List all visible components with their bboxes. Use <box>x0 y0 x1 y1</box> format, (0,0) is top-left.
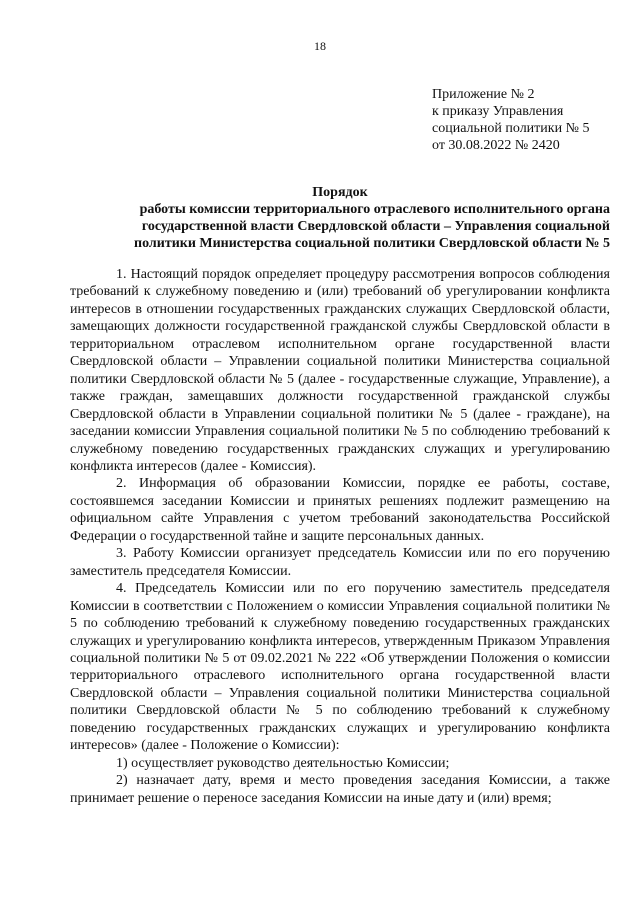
title-line: работы комиссии территориального отраслевого исполнительного органа <box>139 202 610 217</box>
title-line: политики Министерства социальной политики Свердловской области № 5 <box>134 236 610 251</box>
title-line: государственной власти Свердловской области – Управления социальной <box>141 219 610 234</box>
paragraph: 2. Информация об образовании Комиссии, порядке ее работы, составе, состоявшемся заседании Комиссии и принятых решениях подлежит размещению на официальном сайте Управления с учетом требований законодательства Российской Федерации о государственной тайне и защите персональных данных. <box>70 476 610 544</box>
paragraph: 3. Работу Комиссии организует председатель Комиссии или по его поручению заместитель председателя Комиссии. <box>70 546 610 579</box>
paragraph: 1. Настоящий порядок определяет процедуру рассмотрения вопросов соблюдения требований к служебному поведению и (или) требований об урегулировании конфликта интересов в отношении государственных гражданских служащих Свердловской области, замещающих должности государственной гражданской службы Свердловской области в территориальном отраслевом исполнительном органе государственной власти Свердловской области – Управлении социальной политики Министерства социальной политики Свердловской области № 5 (далее - государственные служащие, Управление), а также граждан, замещавших должности государственной гражданской службы Свердловской области в Управлении социальной политики № 5 (далее - граждане), на заседании комиссии Управления социальной политики № 5 по соблюдению требований к служебному поведению государственных гражданских служащих и урегулированию конфликта интересов (далее - Комиссия). <box>70 267 610 474</box>
paragraph: 2) назначает дату, время и место проведения заседания Комиссии, а также принимает решение о переносе заседания Комиссии на иные дату и (или) время; <box>70 773 610 806</box>
paragraph: 1) осуществляет руководство деятельностью Комиссии; <box>116 755 450 771</box>
appendix-line: к приказу Управления <box>432 104 564 119</box>
title-heading: Порядок <box>312 185 368 200</box>
appendix-line: Приложение № 2 <box>432 87 535 102</box>
appendix-header <box>432 86 632 154</box>
paragraph: 4. Председатель Комиссии или по его поручению заместитель председателя Комиссии в соответствии с Положением о комиссии Управления социальной политики № 5 по соблюдению требований к служебному поведению государственных гражданских служащих и урегулированию конфликта интересов, утвержденным Приказом Управления социальной политики № 5 от 09.02.2021 № 222 «Об утверждении Положения о комиссии территориального отраслевого исполнительного органа государственной власти Свердловской области – Управления социальной политики Министерства социальной политики Свердловской области № 5 по соблюдению требований к служебному поведению государственных гражданских служащих и урегулированию конфликта интересов» (далее - Положение о Комиссии): <box>70 581 610 754</box>
document-title <box>70 184 610 252</box>
appendix-line: от 30.08.2022 № 2420 <box>432 138 560 153</box>
appendix-line: социальной политики № 5 <box>432 121 590 136</box>
page-number: 18 <box>314 39 326 53</box>
document-body <box>70 266 610 807</box>
